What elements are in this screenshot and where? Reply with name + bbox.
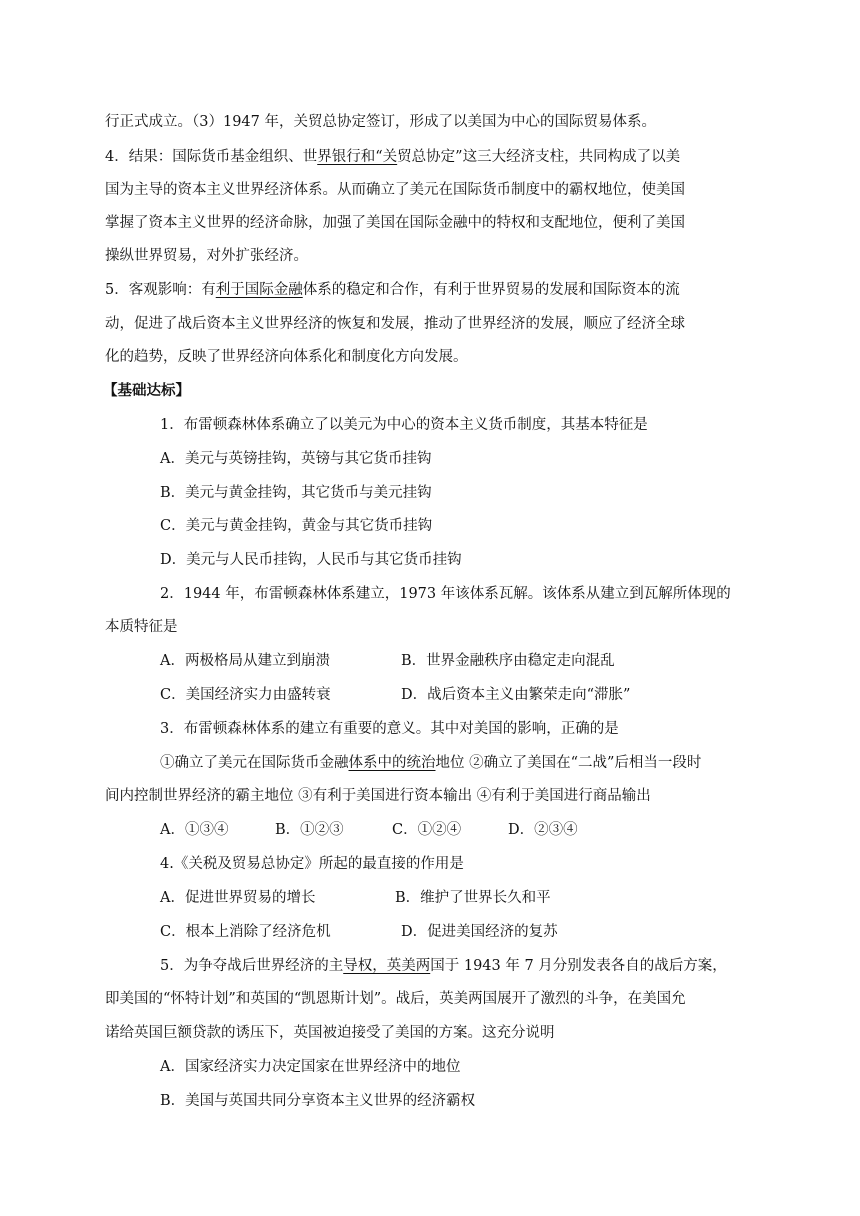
q2-option-a: A．两极格局从建立到崩溃: [160, 653, 330, 669]
q3-stem: 3．布雷顿森林体系的建立有重要的意义。其中对美国的影响，正确的是: [160, 721, 619, 737]
underlined-text: 体系中的统治: [348, 755, 436, 771]
q3-text: ①确立了美元在国际货币金融: [160, 755, 349, 771]
q4-option-c: C．根本上消除了经济危机: [160, 924, 331, 940]
q5-stem-line-1: [160, 956, 727, 976]
q1-option-a: A．美元与英镑挂钩，英镑与其它货币挂钩: [160, 451, 432, 467]
q5-text: 国于 1943 年 7 月分别发表各自的战后方案，: [430, 958, 727, 974]
underlined-text: 导权，英美两: [343, 958, 431, 974]
q2-option-d: D．战后资本主义由繁荣走向“滞胀”: [401, 687, 631, 703]
section-title: 【基础达标】: [103, 382, 190, 399]
q3-text: 地位 ②确立了美国在“二战”后相当一段时: [435, 755, 702, 771]
q2-stem-line-2: 本质特征是: [105, 619, 178, 635]
influence-text: 5．客观影响：有: [105, 282, 216, 298]
q5-option-a: A．国家经济实力决定国家在世界经济中的地位: [160, 1059, 461, 1075]
q3-options-line-2: 间内控制世界经济的霸主地位 ③有利于美国进行资本输出 ④有利于美国进行商品输出: [105, 788, 651, 804]
q5-stem-line-2: 即美国的“怀特计划”和英国的“凯恩斯计划”。战后，英美两国展开了激烈的斗争，在美国允: [105, 991, 686, 1007]
result-text: 贸总协定”这三大经济支柱，共同构成了以美: [397, 149, 681, 165]
q2-option-c: C．美国经济实力由盛转衰: [160, 687, 331, 703]
result-line-1: [105, 147, 680, 167]
q5-option-b: B．美国与英国共同分享资本主义世界的经济霸权: [160, 1093, 476, 1109]
q1-stem: 1．布雷顿森林体系确立了以美元为中心的资本主义货币制度，其基本特征是: [160, 417, 648, 433]
q5-stem-line-3: 诺给英国巨额贷款的诱压下，英国被迫接受了美国的方案。这充分说明: [105, 1025, 555, 1041]
q2-option-b: B．世界金融秩序由稳定走向混乱: [401, 653, 615, 669]
underlined-text: 利于国际金融: [215, 282, 303, 298]
intro-line: 行正式成立。（3）1947 年，关贸总协定签订，形成了以美国为中心的国际贸易体系。: [105, 114, 656, 130]
q4-option-b: B．维护了世界长久和平: [395, 890, 551, 906]
q1-option-c: C．美元与黄金挂钩，黄金与其它货币挂钩: [160, 518, 433, 534]
q3-option-c: C．①②④: [392, 822, 462, 838]
q2-stem-line-1: 2．1944 年，布雷顿森林体系建立，1973 年该体系瓦解。该体系从建立到瓦解所体现的: [160, 586, 731, 602]
q4-stem: 4.《关税及贸易总协定》所起的最直接的作用是: [160, 856, 464, 872]
q4-option-d: D．促进美国经济的复苏: [401, 924, 558, 940]
q4-option-a: A．促进世界贸易的增长: [160, 890, 316, 906]
q3-option-b: B．①②③: [275, 822, 344, 838]
q3-options-line-1: [160, 753, 701, 773]
q1-option-b: B．美元与黄金挂钩，其它货币与美元挂钩: [160, 485, 432, 501]
result-line-4: 操纵世界贸易，对外扩张经济。: [105, 248, 308, 264]
influence-line-2: 动，促进了战后资本主义世界经济的恢复和发展，推动了世界经济的发展，顺应了经济全球: [105, 316, 685, 332]
influence-line-1: [105, 280, 680, 300]
influence-line-3: 化的趋势，反映了世界经济向体系化和制度化方向发展。: [105, 349, 468, 365]
q3-option-d: D．②③④: [508, 822, 578, 838]
result-text: 4．结果：国际货币基金组织、世: [105, 149, 318, 165]
influence-text: 体系的稳定和合作，有利于世界贸易的发展和国际资本的流: [302, 282, 680, 298]
result-line-2: 国为主导的资本主义世界经济体系。从而确立了美元在国际货币制度中的霸权地位，使美国: [105, 182, 685, 198]
result-line-3: 掌握了资本主义世界的经济命脉，加强了美国在国际金融中的特权和支配地位，便利了美国: [105, 215, 685, 231]
q1-option-d: D．美元与人民币挂钩，人民币与其它货币挂钩: [160, 552, 462, 568]
underlined-text: 界银行和“关: [317, 149, 398, 165]
q3-option-a: A．①③④: [160, 822, 229, 838]
q5-text: 5．为争夺战后世界经济的主: [160, 958, 344, 974]
